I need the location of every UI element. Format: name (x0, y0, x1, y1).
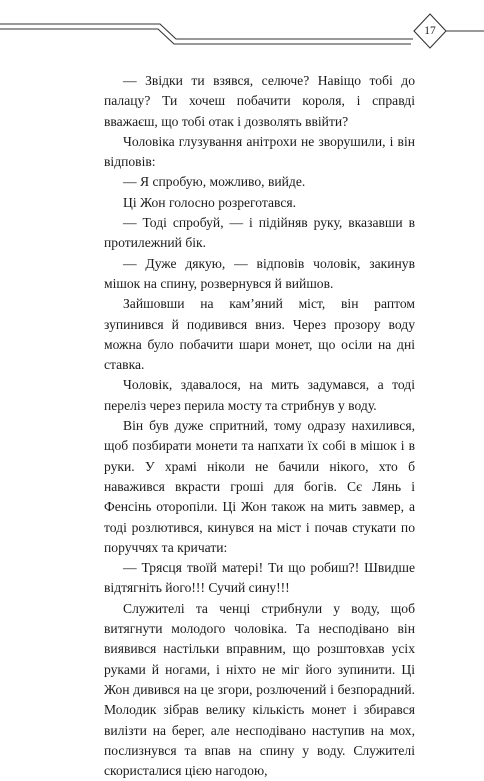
paragraph: — Звідки ти взявся, селюче? Навіщо тобі до палацу? Ти хочеш побачити короля, і справді вважаєш, що тобі отак і дозволять ввійти? (104, 73, 415, 129)
paragraph: Чоловік, здавалося, на мить задумався, а тоді переліз через перила мосту та стрибнув у воду. (104, 377, 415, 413)
page-header (0, 0, 484, 60)
page-number: 17 (424, 25, 436, 37)
paragraph: — Дуже дякую, — відповів чоловік, закинув мішок на спину, розвернувся й вийшов. (104, 255, 415, 291)
header-ornament (0, 0, 484, 60)
paragraph: Він був дуже спритний, тому одразу нахилився, щоб позбирати монети та напхати їх собі в мішок і в руки. У храмі ніколи не бачили нікого, хто б наважився вкрасти гроші для богів. Сє Лянь і Фенсінь оторопіли. Ці Жон також на мить завмер, а тоді розлютився, кинувся на міст і почав стукати по поруччях та кричати: (104, 418, 415, 555)
paragraph: Ці Жон голосно розреготався. (123, 194, 297, 210)
paragraph: Служителі та ченці стрибнули у воду, щоб витягнути молодого чоловіка. Та несподівано він виявився настільки вправним, що розштовхав усіх руками й ногами, і ніхто не міг його зупинити. Ці Жон дивився на це згори, розлючений і безпорадний. Молодик зібрав велику кількість монет і збирався вилізти на берег, але несподівано наступив на мох, послизнувся та впав на спину у воду. Служителі скористалися цією нагодою, (104, 600, 415, 779)
paragraph: — Трясця твоїй матері! Ти що робиш?! Швидше відтягніть його!!! Сучий сину!!! (104, 560, 415, 596)
body-text (104, 71, 415, 781)
paragraph: — Тоді спробуй, — і підійняв руку, вказавши в протилежний бік. (104, 215, 415, 251)
paragraph: Чоловіка глузування анітрохи не зворушили, і він відповів: (104, 133, 415, 170)
paragraph: — Я спробую, можливо, вийде. (123, 174, 306, 190)
paragraph: Зайшовши на кам’яний міст, він раптом зупинився й подивився вниз. Через прозору воду можна було побачити шари монет, що осіли на дні ставка. (104, 296, 415, 373)
